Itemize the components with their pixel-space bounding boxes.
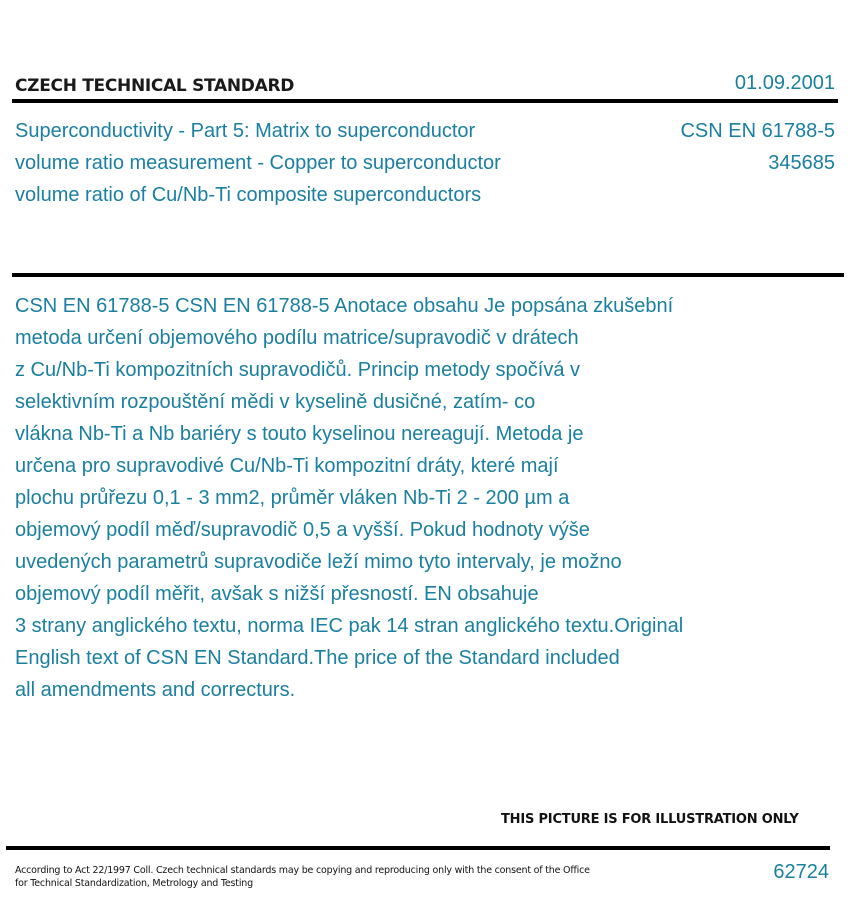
illustration-disclaimer: THIS PICTURE IS FOR ILLUSTRATION ONLY: [501, 812, 799, 827]
standard-codes: [680, 115, 835, 179]
annotation-line: metoda určení objemového podílu matrice/supravodič v drátech: [15, 327, 579, 349]
standard-title: [15, 115, 501, 211]
title-line: Superconductivity - Part 5: Matrix to superconductor: [15, 120, 476, 142]
annotation-text: [15, 290, 795, 706]
annotation-line: selektivním rozpouštění mědi v kyselině dusičné, zatím- co: [15, 391, 536, 413]
title-line: volume ratio measurement - Copper to superconductor: [15, 152, 501, 174]
annotation-line: vlákna Nb-Ti a Nb bariéry s touto kyselinou nereagují. Metoda je: [15, 423, 584, 445]
standard-code: CSN EN 61788-5: [680, 120, 835, 142]
annotation-line: určena pro supravodivé Cu/Nb-Ti kompozitní dráty, které mají: [15, 455, 559, 477]
annotation-line: CSN EN 61788-5 CSN EN 61788-5 Anotace obsahu Je popsána zkušební: [15, 295, 674, 317]
annotation-line: z Cu/Nb-Ti kompozitních supravodičů. Princip metody spočívá v: [15, 359, 581, 381]
footer-divider: [6, 846, 830, 850]
legal-notice: [15, 864, 590, 890]
legal-line: for Technical Standardization, Metrology and Testing: [15, 878, 253, 889]
catalog-number: 345685: [768, 152, 835, 174]
section-divider: [12, 273, 844, 277]
header-divider: [12, 99, 838, 103]
annotation-line: objemový podíl měřit, avšak s nižší přesností. EN obsahuje: [15, 583, 539, 605]
document-id: 62724: [773, 861, 829, 883]
annotation-line: objemový podíl měď/supravodič 0,5 a vyšší. Pokud hodnoty výše: [15, 519, 590, 541]
legal-line: According to Act 22/1997 Coll. Czech technical standards may be copying and reproducing only with the consent of the Office: [15, 865, 590, 876]
annotation-line: 3 strany anglického textu, norma IEC pak 14 stran anglického textu.Original: [15, 615, 684, 637]
annotation-line: plochu průřezu 0,1 - 3 mm2, průměr vláken Nb-Ti 2 - 200 µm a: [15, 487, 570, 509]
annotation-line: English text of CSN EN Standard.The price of the Standard included: [15, 647, 620, 669]
annotation-line: all amendments and correcturs.: [15, 679, 296, 701]
publication-date: 01.09.2001: [734, 72, 835, 94]
document-type-label: CZECH TECHNICAL STANDARD: [15, 76, 295, 96]
annotation-line: uvedených parametrů supravodiče leží mimo tyto intervaly, je možno: [15, 551, 622, 573]
title-line: volume ratio of Cu/Nb-Ti composite superconductors: [15, 184, 482, 206]
